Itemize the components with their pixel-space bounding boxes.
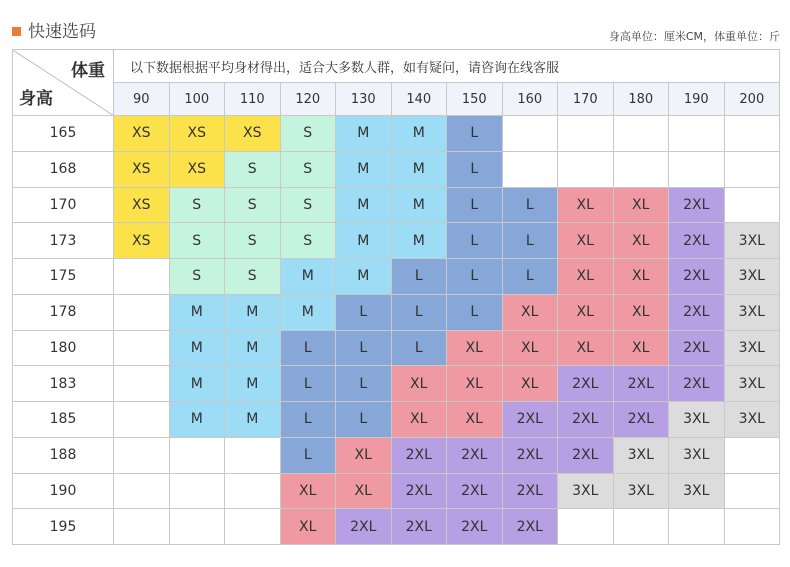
size-cell <box>225 509 281 545</box>
size-cell: XL <box>613 259 669 295</box>
size-cell <box>114 473 170 509</box>
table-row <box>13 116 780 152</box>
size-cell: M <box>225 366 281 402</box>
size-cell <box>558 151 614 187</box>
height-cell: 170 <box>13 187 114 223</box>
size-cell: 2XL <box>669 330 725 366</box>
size-cell: XL <box>336 473 392 509</box>
size-cell: M <box>391 187 447 223</box>
size-cell: L <box>336 294 392 330</box>
size-cell: L <box>502 259 558 295</box>
height-cell: 175 <box>13 259 114 295</box>
corner-weight-label: 体重 <box>71 61 105 81</box>
size-cell: 2XL <box>391 509 447 545</box>
size-cell: 3XL <box>669 402 725 438</box>
size-cell <box>114 366 170 402</box>
size-cell: 3XL <box>613 473 669 509</box>
size-cell: S <box>225 259 281 295</box>
size-cell <box>724 187 780 223</box>
size-cell: L <box>447 294 503 330</box>
size-cell <box>724 151 780 187</box>
height-cell: 173 <box>13 223 114 259</box>
size-cell: S <box>169 223 225 259</box>
size-cell: 2XL <box>558 437 614 473</box>
size-cell: M <box>336 223 392 259</box>
size-cell: 2XL <box>558 402 614 438</box>
note-row <box>13 50 780 83</box>
weight-header-cell: 140 <box>391 83 447 116</box>
size-cell: XL <box>613 294 669 330</box>
size-cell: XS <box>169 151 225 187</box>
size-cell <box>669 509 725 545</box>
size-cell: L <box>391 294 447 330</box>
size-cell: 2XL <box>558 366 614 402</box>
weight-header-cell: 160 <box>502 83 558 116</box>
size-cell: L <box>280 366 336 402</box>
size-cell: XL <box>280 473 336 509</box>
table-row <box>13 366 780 402</box>
table-row <box>13 187 780 223</box>
size-cell: M <box>225 330 281 366</box>
size-cell: XL <box>558 330 614 366</box>
size-cell: S <box>169 259 225 295</box>
size-cell <box>169 509 225 545</box>
height-cell: 180 <box>13 330 114 366</box>
size-cell <box>114 294 170 330</box>
size-cell <box>114 437 170 473</box>
weight-header-cell: 90 <box>114 83 170 116</box>
size-cell: 2XL <box>669 366 725 402</box>
size-cell: M <box>169 402 225 438</box>
size-cell: 2XL <box>669 187 725 223</box>
size-cell: L <box>336 366 392 402</box>
size-cell: XL <box>391 366 447 402</box>
size-cell: XL <box>336 437 392 473</box>
weight-header-cell: 130 <box>336 83 392 116</box>
size-cell <box>613 151 669 187</box>
table-row <box>13 437 780 473</box>
height-cell: 195 <box>13 509 114 545</box>
size-cell: S <box>280 223 336 259</box>
size-cell: S <box>225 187 281 223</box>
size-cell: M <box>336 151 392 187</box>
size-cell: XL <box>447 366 503 402</box>
size-cell: XL <box>558 259 614 295</box>
size-cell: XL <box>558 187 614 223</box>
size-cell: S <box>169 187 225 223</box>
size-cell <box>724 437 780 473</box>
size-chart-table <box>12 49 780 545</box>
size-cell: XS <box>225 116 281 152</box>
size-cell: M <box>280 259 336 295</box>
size-cell: XS <box>114 151 170 187</box>
size-cell: 2XL <box>669 294 725 330</box>
size-cell <box>669 151 725 187</box>
weight-header-cell: 190 <box>669 83 725 116</box>
size-cell: S <box>280 151 336 187</box>
height-cell: 178 <box>13 294 114 330</box>
size-cell: M <box>225 402 281 438</box>
size-cell: 2XL <box>391 473 447 509</box>
size-cell: L <box>280 437 336 473</box>
size-cell: L <box>447 116 503 152</box>
weight-header-cell: 180 <box>613 83 669 116</box>
weight-header-row <box>13 83 780 116</box>
size-cell: XL <box>613 223 669 259</box>
size-cell <box>724 116 780 152</box>
table-row <box>13 259 780 295</box>
size-cell: M <box>169 366 225 402</box>
weight-header-cell: 110 <box>225 83 281 116</box>
size-cell: XL <box>447 402 503 438</box>
size-cell <box>225 437 281 473</box>
size-cell: L <box>502 223 558 259</box>
size-cell: M <box>280 294 336 330</box>
size-cell: L <box>391 330 447 366</box>
size-cell: 3XL <box>669 437 725 473</box>
size-cell: XL <box>558 223 614 259</box>
corner-cell <box>13 50 114 116</box>
size-cell: 3XL <box>724 330 780 366</box>
table-row <box>13 473 780 509</box>
orange-square-icon <box>12 27 21 36</box>
size-cell <box>169 437 225 473</box>
height-cell: 165 <box>13 116 114 152</box>
size-cell <box>669 116 725 152</box>
height-cell: 188 <box>13 437 114 473</box>
size-cell: M <box>336 187 392 223</box>
size-cell: XL <box>558 294 614 330</box>
size-cell: XS <box>114 223 170 259</box>
size-cell <box>502 116 558 152</box>
size-cell <box>558 116 614 152</box>
table-row <box>13 223 780 259</box>
size-cell: 2XL <box>447 509 503 545</box>
size-cell: XL <box>613 187 669 223</box>
size-cell: XS <box>169 116 225 152</box>
size-cell: 2XL <box>502 509 558 545</box>
size-cell: 2XL <box>447 437 503 473</box>
size-cell: 2XL <box>613 402 669 438</box>
table-row <box>13 330 780 366</box>
size-cell: XL <box>447 330 503 366</box>
size-cell <box>502 151 558 187</box>
size-cell <box>724 509 780 545</box>
weight-header-cell: 200 <box>724 83 780 116</box>
size-cell: L <box>336 330 392 366</box>
size-cell: M <box>169 330 225 366</box>
size-cell: L <box>280 330 336 366</box>
size-cell: 3XL <box>613 437 669 473</box>
height-cell: 183 <box>13 366 114 402</box>
size-cell: 3XL <box>724 366 780 402</box>
size-cell <box>114 402 170 438</box>
size-cell: 2XL <box>669 223 725 259</box>
size-cell: 2XL <box>391 437 447 473</box>
size-cell: XL <box>391 402 447 438</box>
table-row <box>13 402 780 438</box>
size-cell <box>724 473 780 509</box>
size-cell: S <box>280 187 336 223</box>
size-cell: 3XL <box>558 473 614 509</box>
size-cell: L <box>447 259 503 295</box>
corner-height-label: 身高 <box>19 89 53 109</box>
size-cell: XS <box>114 116 170 152</box>
size-cell: M <box>169 294 225 330</box>
size-cell: M <box>391 151 447 187</box>
unit-note: 身高单位：厘米CM，体重单位：斤 <box>608 30 780 43</box>
size-cell <box>114 259 170 295</box>
size-cell: 2XL <box>613 366 669 402</box>
size-cell: L <box>336 402 392 438</box>
size-cell: 2XL <box>669 259 725 295</box>
size-cell: L <box>280 402 336 438</box>
table-row <box>13 294 780 330</box>
size-cell: S <box>225 223 281 259</box>
page-title: 快速选码 <box>28 22 96 42</box>
height-cell: 190 <box>13 473 114 509</box>
weight-header-cell: 150 <box>447 83 503 116</box>
size-cell: M <box>336 259 392 295</box>
height-cell: 185 <box>13 402 114 438</box>
size-cell: XL <box>280 509 336 545</box>
size-cell <box>558 509 614 545</box>
size-cell: XL <box>502 294 558 330</box>
size-cell: 3XL <box>724 402 780 438</box>
size-cell: XL <box>502 330 558 366</box>
size-cell <box>114 509 170 545</box>
size-cell: L <box>447 151 503 187</box>
size-cell <box>114 330 170 366</box>
size-cell: M <box>336 116 392 152</box>
size-cell: 2XL <box>502 473 558 509</box>
weight-header-cell: 170 <box>558 83 614 116</box>
size-cell: M <box>391 223 447 259</box>
size-cell <box>225 473 281 509</box>
size-cell: M <box>225 294 281 330</box>
table-row <box>13 151 780 187</box>
size-cell: 2XL <box>502 437 558 473</box>
size-cell: L <box>447 223 503 259</box>
size-cell: 3XL <box>724 259 780 295</box>
size-cell: L <box>447 187 503 223</box>
size-note: 以下数据根据平均身材得出，适合大多数人群，如有疑问，请咨询在线客服 <box>114 50 780 83</box>
size-cell: XS <box>114 187 170 223</box>
size-cell: M <box>391 116 447 152</box>
size-cell: S <box>225 151 281 187</box>
size-cell: 2XL <box>336 509 392 545</box>
size-cell: S <box>280 116 336 152</box>
size-cell: XL <box>613 330 669 366</box>
size-cell <box>169 473 225 509</box>
size-cell: L <box>391 259 447 295</box>
height-cell: 168 <box>13 151 114 187</box>
size-cell: 2XL <box>447 473 503 509</box>
size-cell: 3XL <box>724 294 780 330</box>
size-cell: 3XL <box>669 473 725 509</box>
size-cell <box>613 509 669 545</box>
size-cell: 3XL <box>724 223 780 259</box>
weight-header-cell: 120 <box>280 83 336 116</box>
section-header <box>12 21 780 47</box>
table-row <box>13 509 780 545</box>
size-cell <box>613 116 669 152</box>
size-cell: 2XL <box>502 402 558 438</box>
size-cell: XL <box>502 366 558 402</box>
size-cell: L <box>502 187 558 223</box>
weight-header-cell: 100 <box>169 83 225 116</box>
